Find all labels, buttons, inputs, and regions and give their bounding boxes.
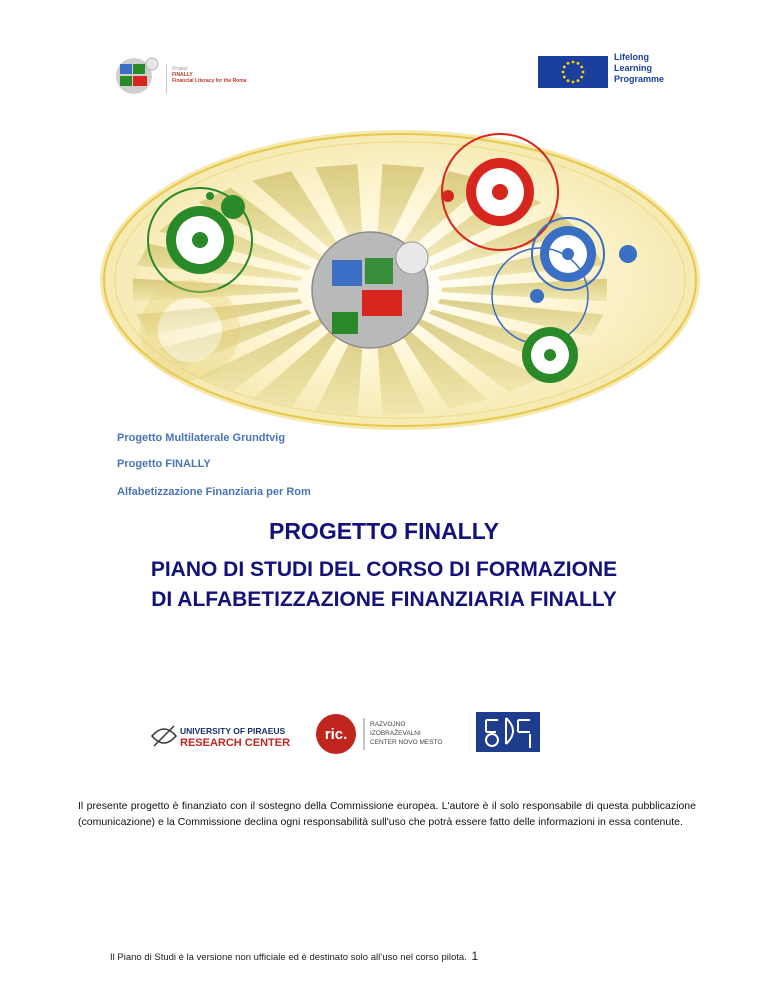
ric-logo	[314, 712, 466, 756]
footer-note: Il Piano di Studi è la versione non ufficiale ed è destinato solo all’uso nel corso pilota.	[110, 952, 467, 963]
funding-disclaimer: Il presente progetto è finanziato con il sostegno della Commissione europea. L'autore è il solo responsabile di questa pubblicazione (comunicazione) e la Commissione declina ogni responsabilità sull'uso che potrà essere fatto delle informazioni in essa contenute.	[78, 800, 696, 828]
llp-line-1: Lifelong	[614, 52, 649, 62]
ric-line-3: CENTER NOVO MESTO	[370, 739, 443, 746]
project-subtitle: Financial Literacy for the Roma	[172, 78, 247, 84]
ric-line-2: IZOBRAŽEVALNI	[370, 730, 421, 737]
subtitle-line-1: PIANO DI STUDI DEL CORSO DI FORMAZIONE	[150, 558, 618, 581]
project-line-finally: Progetto FINALLY	[117, 458, 211, 470]
ric-mark: ric.	[324, 726, 348, 743]
llp-logo-text	[614, 52, 664, 85]
page-number: 1	[471, 949, 479, 963]
ric-line-1: RAZVOJNO	[370, 721, 406, 728]
project-label: Project	[172, 66, 188, 72]
llp-line-3: Programme	[614, 74, 665, 84]
finally-logo-icon	[108, 54, 164, 98]
project-line-alfabetizzazione: Alfabetizzazione Finanziaria per Rom	[117, 486, 311, 498]
university-of-piraeus-logo	[150, 716, 290, 756]
piraeus-name: UNIVERSITY OF PIRAEUS	[180, 726, 286, 736]
piraeus-center: RESEARCH CENTER	[180, 737, 290, 749]
page-footer	[110, 949, 478, 963]
project-name: FINALLY	[172, 72, 193, 78]
project-line-grundtvig: Progetto Multilaterale Grundtvig	[117, 432, 286, 444]
llp-line-2: Learning	[614, 63, 653, 73]
page-title: PROGETTO FINALLY	[268, 518, 500, 544]
cdc-logo-icon	[476, 712, 540, 752]
cover-illustration	[100, 130, 700, 430]
header-project-text	[172, 66, 246, 84]
eu-flag-icon	[538, 56, 608, 88]
header-divider	[166, 64, 167, 94]
subtitle-line-2: DI ALFABETIZZAZIONE FINANZIARIA FINALLY	[151, 588, 617, 611]
